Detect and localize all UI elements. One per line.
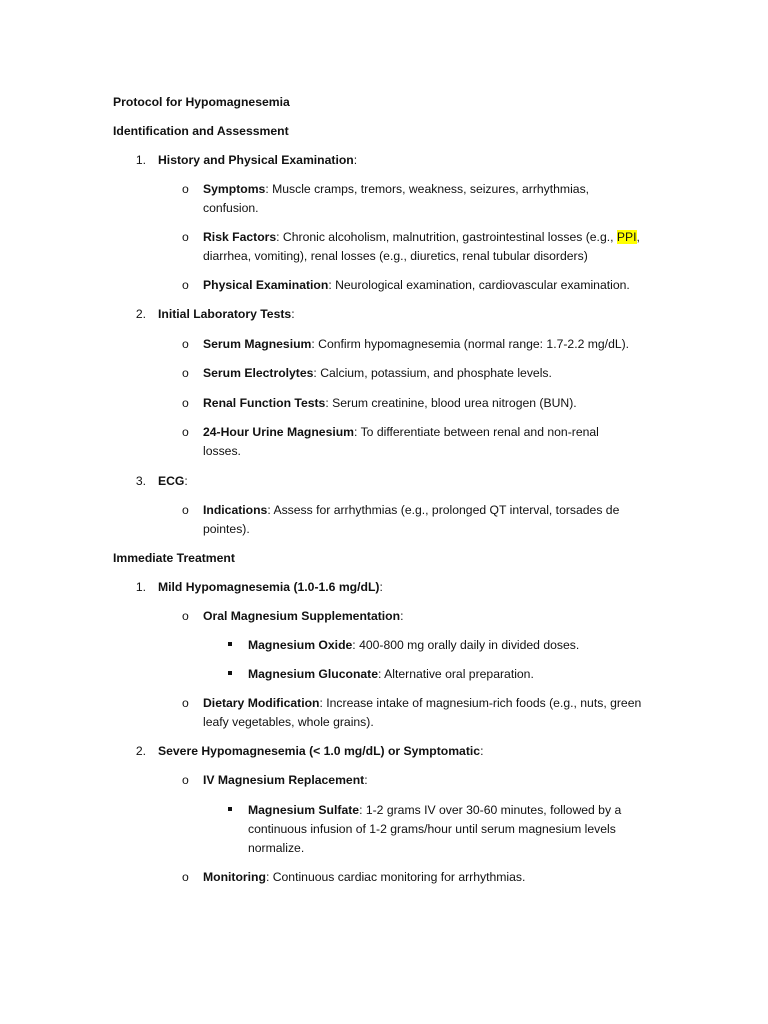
bullet-text: : Chronic alcoholism, malnutrition, gastrointestinal losses (e.g., xyxy=(276,230,617,244)
bullet-text: : Muscle cramps, tremors, weakness, seizures, arrhythmias, xyxy=(265,182,590,196)
bullet-marker: o xyxy=(182,870,189,884)
subbullet-magnesium-sulfate xyxy=(248,802,621,818)
bullet-term: Renal Function Tests xyxy=(203,396,326,410)
bullet-indications xyxy=(203,502,619,518)
bullet-dietary-modification xyxy=(203,695,641,711)
document-title: Protocol for Hypomagnesemia xyxy=(113,95,290,109)
bullet-text: : To differentiate between renal and non-renal xyxy=(354,425,599,439)
bullet-marker: o xyxy=(182,230,189,244)
highlighted-text: PPI xyxy=(616,230,637,244)
bullet-marker: o xyxy=(182,337,189,351)
bullet-text: : Increase intake of magnesium-rich foods (e.g., nuts, green xyxy=(319,696,642,710)
bullet-marker: o xyxy=(182,366,189,380)
bullet-iv-replacement xyxy=(203,772,368,788)
bullet-term: Dietary Modification xyxy=(203,696,320,710)
item-title: ECG xyxy=(158,474,185,488)
bullet-continuation: diarrhea, vomiting), renal losses (e.g., diuretics, renal tubular disorders) xyxy=(203,249,588,263)
bullet-text: : Serum creatinine, blood urea nitrogen (BUN). xyxy=(325,396,577,410)
list-number: 2. xyxy=(135,744,146,758)
bullet-continuation: leafy vegetables, whole grains). xyxy=(203,715,374,729)
bullet-marker: o xyxy=(182,182,189,196)
list-item-mild xyxy=(158,579,383,595)
item-tail: : xyxy=(480,744,484,758)
bullet-text: : Neurological examination, cardiovascular examination. xyxy=(328,278,630,292)
bullet-text: : Assess for arrhythmias (e.g., prolonged QT interval, torsades de xyxy=(267,503,620,517)
bullet-text: : Calcium, potassium, and phosphate levels. xyxy=(313,366,552,380)
bullet-text: : Continuous cardiac monitoring for arrhythmias. xyxy=(265,870,526,884)
bullet-term: Serum Magnesium xyxy=(203,337,312,351)
list-number: 2. xyxy=(135,307,146,321)
bullet-marker: o xyxy=(182,278,189,292)
square-bullet-icon xyxy=(228,807,232,811)
subbullet-text: : 400-800 mg orally daily in divided doses. xyxy=(352,638,580,652)
item-tail: : xyxy=(291,307,295,321)
list-item-ecg xyxy=(158,473,188,489)
bullet-text: : Confirm hypomagnesemia (normal range: 1.7-2.2 mg/dL). xyxy=(311,337,630,351)
bullet-continuation: pointes). xyxy=(203,522,250,536)
bullet-symptoms xyxy=(203,181,589,197)
bullet-marker: o xyxy=(182,503,189,517)
bullet-term: Oral Magnesium Supplementation xyxy=(203,609,401,623)
bullet-urine-magnesium xyxy=(203,424,599,440)
item-title: History and Physical Examination xyxy=(158,153,354,167)
section-heading-immediate-treatment: Immediate Treatment xyxy=(113,551,235,565)
subbullet-term: Magnesium Oxide xyxy=(248,638,353,652)
bullet-marker: o xyxy=(182,696,189,710)
subbullet-continuation: normalize. xyxy=(248,841,305,855)
square-bullet-icon xyxy=(228,642,232,646)
bullet-risk-factors xyxy=(203,229,640,245)
bullet-oral-supplementation xyxy=(203,608,403,624)
item-title: Initial Laboratory Tests xyxy=(158,307,292,321)
bullet-marker: o xyxy=(182,425,189,439)
bullet-continuation: confusion. xyxy=(203,201,259,215)
bullet-serum-electrolytes xyxy=(203,365,552,381)
item-tail: : xyxy=(353,153,358,167)
subbullet-term: Magnesium Gluconate xyxy=(248,667,379,681)
list-item-lab-tests xyxy=(158,306,295,322)
bullet-monitoring xyxy=(203,869,525,885)
list-number: 3. xyxy=(135,474,146,488)
bullet-term: Symptoms xyxy=(203,182,266,196)
bullet-term: Risk Factors xyxy=(203,230,277,244)
bullet-text: , xyxy=(636,230,640,244)
bullet-term: Monitoring xyxy=(203,870,266,884)
bullet-renal-function xyxy=(203,395,577,411)
subbullet-continuation: continuous infusion of 1-2 grams/hour until serum magnesium levels xyxy=(248,822,616,836)
bullet-term: Physical Examination xyxy=(203,278,329,292)
bullet-text: : xyxy=(400,609,404,623)
bullet-serum-magnesium xyxy=(203,336,629,352)
bullet-term: 24-Hour Urine Magnesium xyxy=(203,425,355,439)
subbullet-text: : 1-2 grams IV over 30-60 minutes, followed by a xyxy=(359,803,622,817)
bullet-marker: o xyxy=(182,609,189,623)
bullet-physical-examination xyxy=(203,277,630,293)
square-bullet-icon xyxy=(228,671,232,675)
item-title: Mild Hypomagnesemia (1.0-1.6 mg/dL) xyxy=(158,580,380,594)
subbullet-term: Magnesium Sulfate xyxy=(248,803,360,817)
bullet-continuation: losses. xyxy=(203,444,241,458)
bullet-text: : xyxy=(364,773,368,787)
list-number: 1. xyxy=(135,153,146,167)
bullet-term: Indications xyxy=(203,503,268,517)
item-title: Severe Hypomagnesemia (< 1.0 mg/dL) or Symptomatic xyxy=(158,744,481,758)
bullet-term: Serum Electrolytes xyxy=(203,366,314,380)
bullet-marker: o xyxy=(182,396,189,410)
list-number: 1. xyxy=(135,580,146,594)
subbullet-magnesium-oxide xyxy=(248,637,579,653)
list-item-history xyxy=(158,152,357,168)
bullet-marker: o xyxy=(182,773,189,787)
section-heading-identification: Identification and Assessment xyxy=(113,124,289,138)
subbullet-magnesium-gluconate xyxy=(248,666,534,682)
list-item-severe xyxy=(158,743,483,759)
bullet-term: IV Magnesium Replacement xyxy=(203,773,365,787)
item-tail: : xyxy=(184,474,188,488)
item-tail: : xyxy=(379,580,383,594)
subbullet-text: : Alternative oral preparation. xyxy=(378,667,534,681)
